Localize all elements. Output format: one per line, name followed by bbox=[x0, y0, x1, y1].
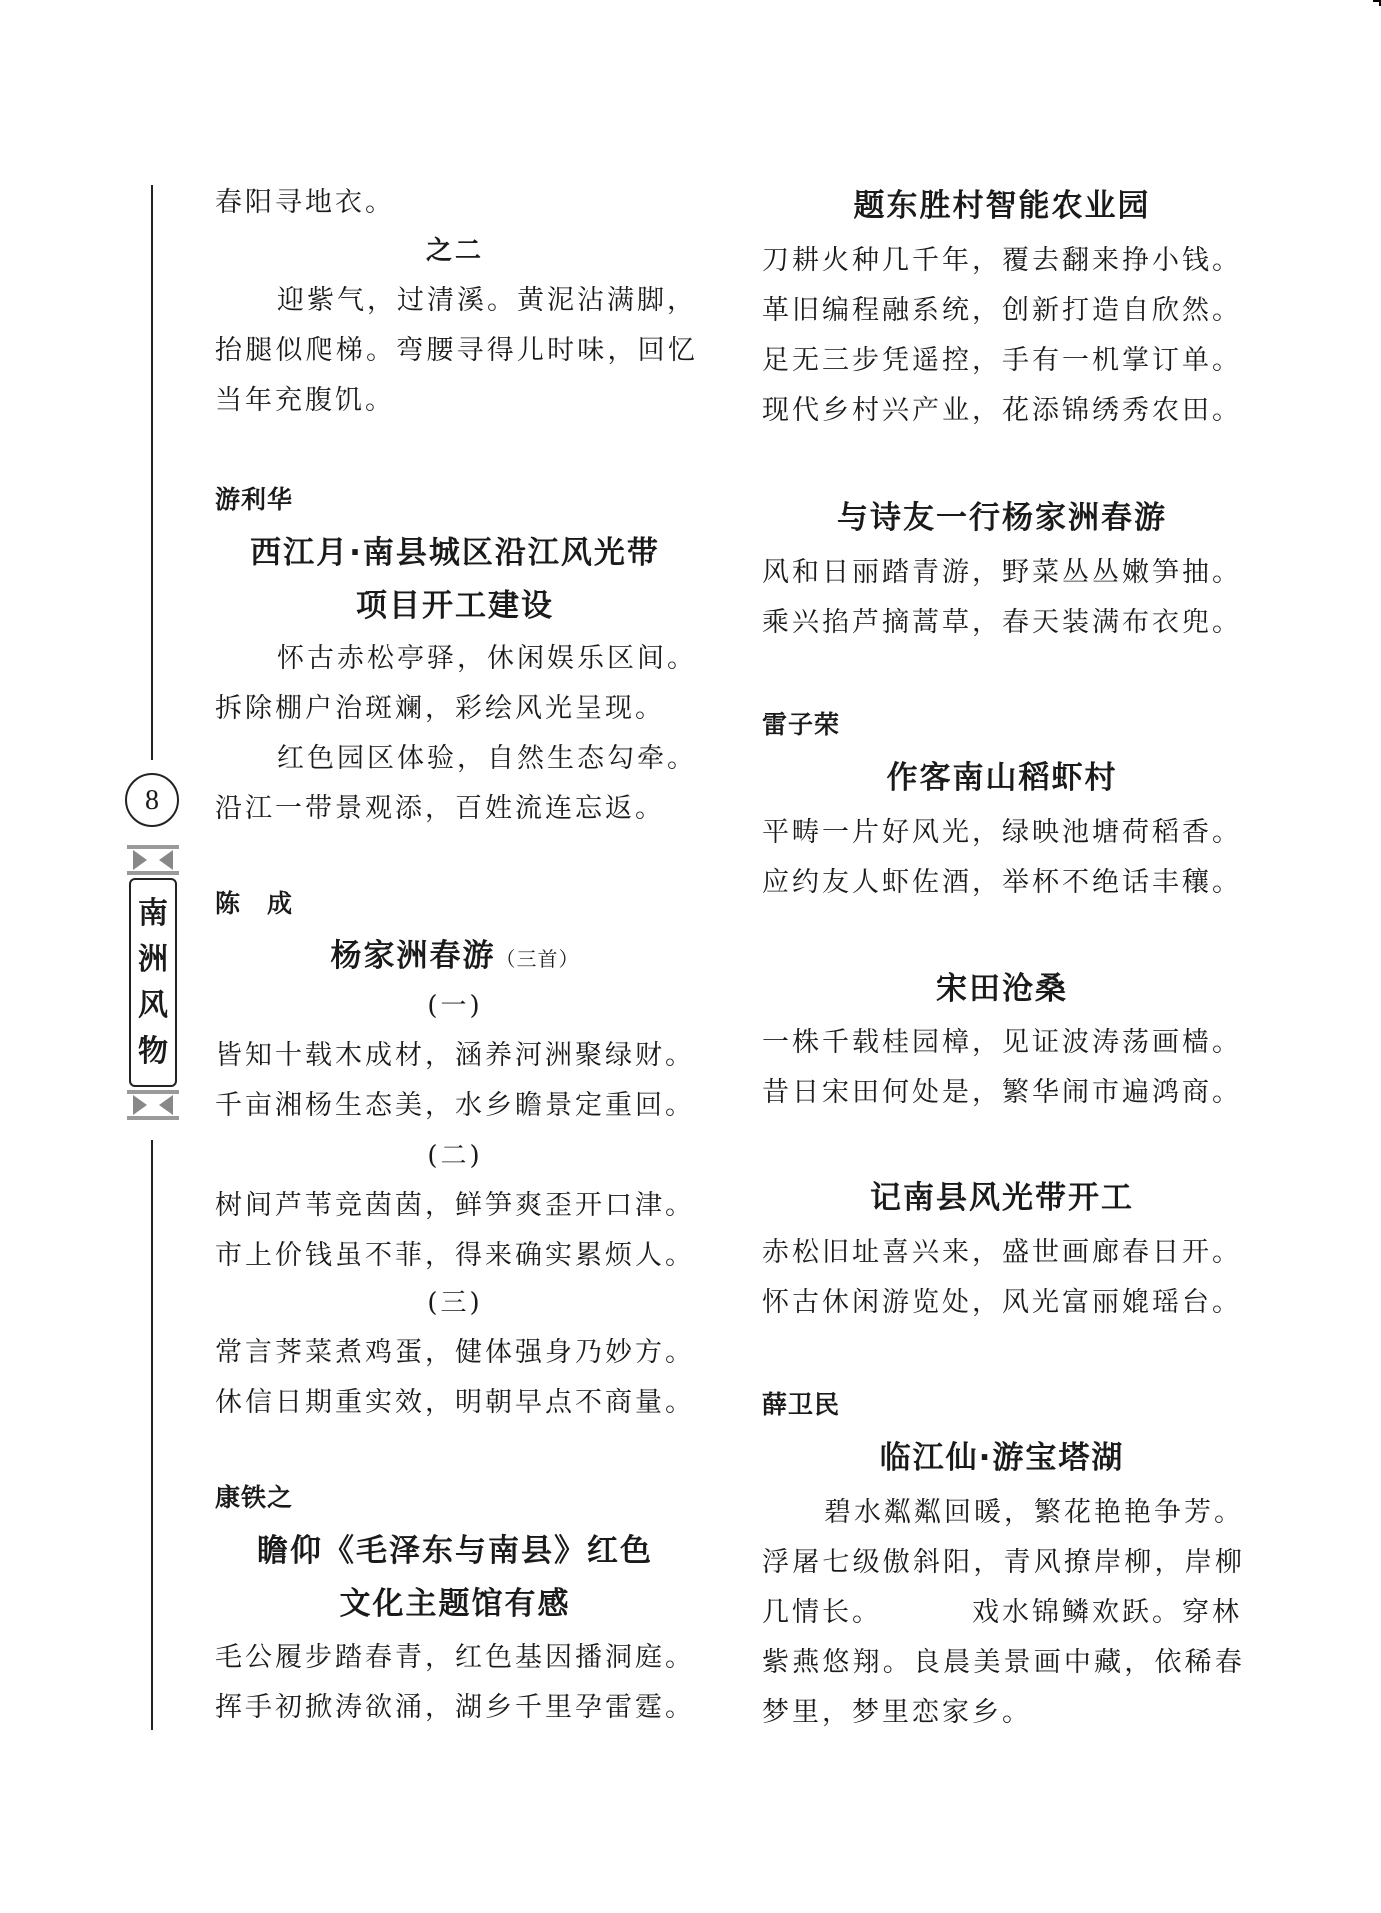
poem-title: 杨家洲春游（三首） bbox=[330, 938, 580, 974]
poem-line: 一株千载桂园樟，见证波涛荡画樯。 bbox=[762, 1027, 1242, 1058]
tag-char: 南 bbox=[138, 895, 168, 931]
poem-line: 红色园区体验，自然生态勾牵。 bbox=[277, 743, 697, 774]
poem-line: 昔日宋田何处是，繁华闹市遍鸿商。 bbox=[762, 1077, 1242, 1108]
poem-title: 记南县风光带开工 bbox=[870, 1180, 1134, 1216]
poem-line: 皆知十载木成材，涵养河洲聚绿财。 bbox=[215, 1040, 695, 1071]
poem-line: 毛公履步踏春青，红色基因播洞庭。 bbox=[215, 1642, 695, 1673]
poem-number: (三) bbox=[427, 1288, 483, 1318]
tag-char: 洲 bbox=[138, 941, 168, 977]
tag-bottom-ornament bbox=[127, 1090, 179, 1120]
page-number: 8 bbox=[125, 773, 179, 827]
margin-rule bbox=[151, 185, 153, 760]
poem-line: 浮 屠 七 级 傲 斜 阳 ， 青 风 撩 岸 柳 ， 岸 柳 bbox=[762, 1547, 1242, 1578]
poem-number: (一) bbox=[427, 991, 483, 1021]
author-name: 薛卫民 bbox=[762, 1390, 841, 1419]
poem-line: 平畴一片好风光，绿映池塘荷稻香。 bbox=[762, 817, 1242, 848]
poem-line: 几情长。 bbox=[762, 1597, 882, 1628]
poem-line: 怀古赤松亭驿，休闲娱乐区间。 bbox=[277, 643, 697, 674]
author-name: 游利华 bbox=[215, 485, 294, 514]
poem-title: 作客南山稻虾村 bbox=[886, 760, 1118, 796]
poem-line: 赤松旧址喜兴来，盛世画廊春日开。 bbox=[762, 1237, 1242, 1268]
poem-line: 怀古休闲游览处，风光富丽媲瑶台。 bbox=[762, 1287, 1242, 1318]
poem-line: 常言荠菜煮鸡蛋，健体强身乃妙方。 bbox=[215, 1337, 695, 1368]
poem-title: 题东胜村智能农业园 bbox=[853, 188, 1151, 224]
poem-line: 抬 腿 似 爬 梯 。 弯 腰 寻 得 儿 时 味 ， 回 忆 bbox=[215, 335, 695, 366]
poem-line: 刀耕火种几千年，覆去翻来挣小钱。 bbox=[762, 245, 1242, 276]
poem-line: 乘兴掐芦摘蒿草，春天装满布衣兜。 bbox=[762, 607, 1242, 638]
poem-line: 革旧编程融系统，创新打造自欣然。 bbox=[762, 295, 1242, 326]
section-tag-label bbox=[129, 878, 177, 1087]
poem-line: 千亩湘杨生态美，水乡瞻景定重回。 bbox=[215, 1090, 695, 1121]
tag-char: 风 bbox=[138, 987, 168, 1023]
poem-number: (二) bbox=[427, 1141, 483, 1171]
poem-subtitle: 之二 bbox=[425, 236, 484, 266]
poem-line: 休信日期重实效，明朝早点不商量。 bbox=[215, 1387, 695, 1418]
poem-line: 市上价钱虽不菲，得来确实累烦人。 bbox=[215, 1240, 695, 1271]
poem-title: 宋田沧桑 bbox=[936, 971, 1068, 1007]
poem-line: 当年充腹饥。 bbox=[215, 385, 395, 416]
poem-title: 与诗友一行杨家洲春游 bbox=[837, 500, 1167, 536]
author-name: 陈 成 bbox=[215, 889, 294, 918]
poem-line: 梦里，梦里恋家乡。 bbox=[762, 1697, 1032, 1728]
poem-line: 应约友人虾佐酒，举杯不绝话丰穰。 bbox=[762, 867, 1242, 898]
poem-line: 拆除棚户治斑斓，彩绘风光呈现。 bbox=[215, 693, 665, 724]
poem-line: 挥手初掀涛欲涌，湖乡千里孕雷霆。 bbox=[215, 1692, 695, 1723]
tag-top-ornament bbox=[127, 845, 179, 875]
poem-line: 风和日丽踏青游，野菜丛丛嫩笋抽。 bbox=[762, 557, 1242, 588]
poem-line: 足无三步凭遥控，手有一机掌订单。 bbox=[762, 345, 1242, 376]
poem-title: 临江仙·游宝塔湖 bbox=[879, 1440, 1125, 1476]
tag-char: 物 bbox=[138, 1033, 168, 1069]
crop-mark bbox=[1373, 0, 1381, 2]
poem-line: 紫 燕 悠 翔 。 良 晨 美 景 画 中 藏 ， 依 稀 春 bbox=[762, 1647, 1242, 1678]
poem-title: 文化主题馆有感 bbox=[339, 1586, 571, 1622]
margin-rule bbox=[151, 1140, 153, 1730]
poem-line: 碧水粼粼回暖，繁花艳艳争芳。 bbox=[824, 1497, 1244, 1528]
poem-line: 春阳寻地衣。 bbox=[215, 187, 395, 218]
author-name: 康铁之 bbox=[215, 1483, 294, 1512]
section-tag bbox=[127, 845, 179, 1120]
poem-line: 现代乡村兴产业，花添锦绣秀农田。 bbox=[762, 395, 1242, 426]
poem-title: 西江月·南县城区沿江风光带 bbox=[250, 535, 660, 571]
poem-line: 树间芦苇竞茵茵，鲜笋爽歪开口津。 bbox=[215, 1190, 695, 1221]
poem-line: 沿江一带景观添，百姓流连忘返。 bbox=[215, 793, 665, 824]
poem-title: 项目开工建设 bbox=[356, 588, 554, 624]
author-name: 雷子荣 bbox=[762, 710, 841, 739]
poem-line: 迎紫气，过清溪。黄泥沾满脚， bbox=[277, 285, 697, 316]
poem-line: 戏水锦鳞欢跃。穿林 bbox=[972, 1597, 1242, 1628]
poem-title: 瞻仰《毛泽东与南县》红色 bbox=[257, 1533, 653, 1569]
